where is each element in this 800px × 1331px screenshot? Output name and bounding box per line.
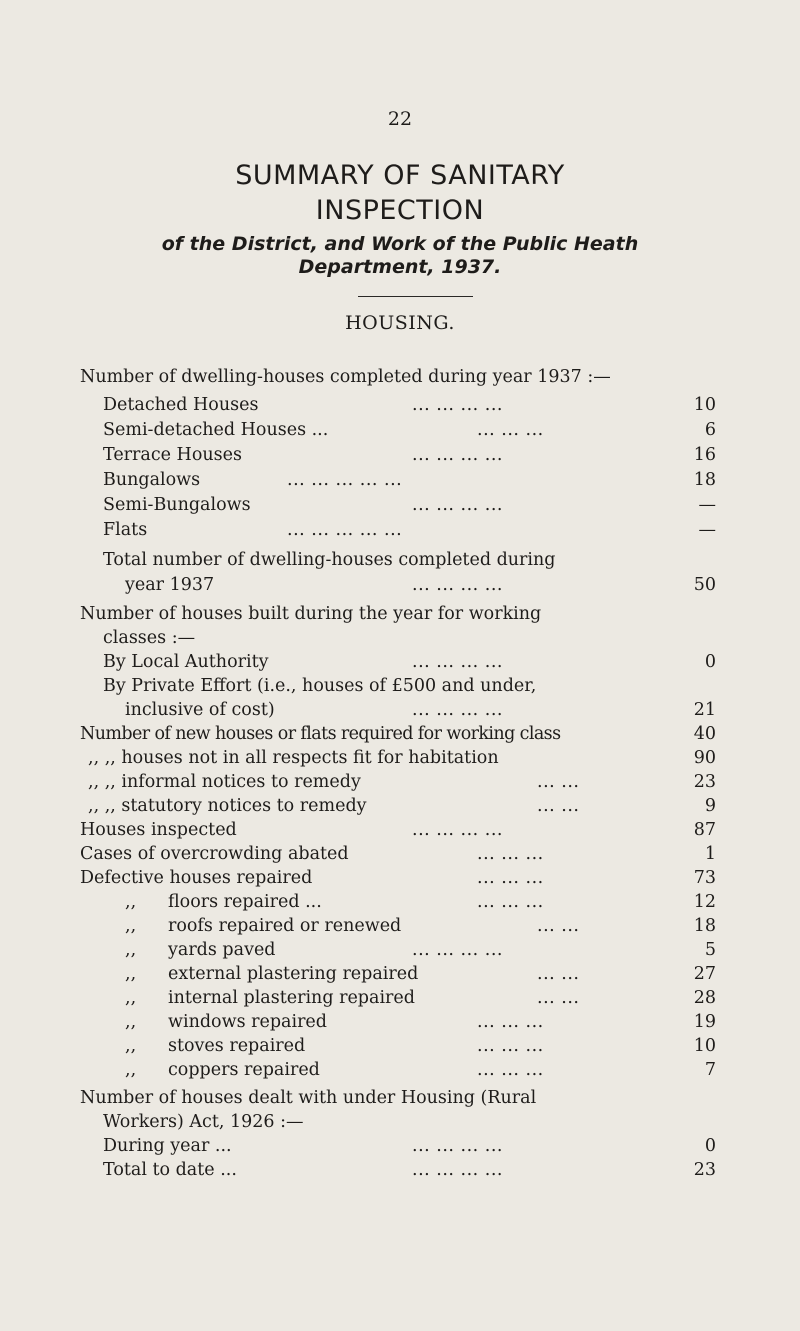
row-label: Houses inspected (80, 820, 237, 840)
divider-rule (358, 296, 473, 297)
row-value: 6 (704, 420, 716, 440)
page-number: 22 (387, 108, 413, 130)
row-value: 19 (693, 1012, 716, 1032)
leader-dots: ... ... ... (477, 1036, 544, 1056)
ditto-row (0, 746, 800, 770)
heading-text: Number of houses dealt with under Housing (Rural (80, 1088, 537, 1108)
ditto-row (0, 770, 800, 794)
completed-row (0, 443, 800, 467)
leader-dots: ... ... ... (477, 892, 544, 912)
private-effort-row (0, 698, 800, 722)
title-line-1: SUMMARY OF SANITARY (235, 160, 565, 191)
row-value: 5 (704, 940, 716, 960)
row-label: Cases of overcrowding abated (80, 844, 349, 864)
row-value: 90 (693, 748, 716, 768)
row-label: During year ... (103, 1136, 232, 1156)
section-heading-housing: HOUSING. (345, 312, 455, 334)
row-label: Flats (103, 520, 148, 540)
row-label: By Local Authority (103, 652, 269, 672)
ditto-mark: ,, (125, 964, 137, 984)
row-value: 16 (693, 445, 716, 465)
leader-dots: ... ... ... ... (412, 575, 503, 595)
repair-row (0, 914, 800, 938)
row-label: external plastering repaired (168, 964, 419, 984)
row-value: 12 (693, 892, 716, 912)
overcrowding-row (0, 842, 800, 866)
completed-row (0, 418, 800, 442)
row-value: — (698, 495, 716, 515)
leader-dots: ... ... ... ... (412, 445, 503, 465)
completed-heading-text: Number of dwelling-houses completed during year 1937 :— (80, 367, 611, 387)
subtitle-line-2: Department, 1937. (298, 256, 502, 278)
rural-heading-line-1 (0, 1086, 800, 1110)
leader-dots: ... ... ... ... ... (287, 470, 403, 490)
row-value: 28 (693, 988, 716, 1008)
leader-dots: ... ... ... (477, 420, 544, 440)
leader-dots: ... ... ... ... (412, 395, 503, 415)
row-label: year 1937 (125, 575, 215, 595)
row-value: 0 (704, 1136, 716, 1156)
leader-dots: ... ... (537, 988, 580, 1008)
inspected-row (0, 818, 800, 842)
row-label: Semi-Bungalows (103, 495, 251, 515)
working-heading-line-2 (0, 626, 800, 650)
row-label: Semi-detached Houses ... (103, 420, 329, 440)
leader-dots: ... ... ... ... ... (287, 520, 403, 540)
row-label: By Private Effort (i.e., houses of £500 and under, (103, 676, 537, 696)
leader-dots: ... ... ... ... (412, 820, 503, 840)
leader-dots: ... ... ... ... (412, 700, 503, 720)
row-value: 87 (693, 820, 716, 840)
leader-dots: ... ... (537, 772, 580, 792)
leader-dots: ... ... (537, 916, 580, 936)
private-effort-line-1 (0, 674, 800, 698)
ditto-mark: ,, (125, 940, 137, 960)
rural-heading-line-2 (0, 1110, 800, 1134)
row-value: 50 (693, 575, 716, 595)
row-label: Total number of dwelling-houses completed during (103, 550, 556, 570)
row-value: 73 (693, 868, 716, 888)
row-label: roofs repaired or renewed (168, 916, 402, 936)
row-label: ,, ,, houses not in all respects fit for habitation (88, 748, 499, 768)
during-year-row (0, 1134, 800, 1158)
new-required-row (0, 722, 800, 746)
leader-dots: ... ... ... (477, 1060, 544, 1080)
defective-row (0, 866, 800, 890)
working-heading-line-1 (0, 602, 800, 626)
row-value: 1 (704, 844, 716, 864)
ditto-mark: ,, (125, 892, 137, 912)
repair-row (0, 986, 800, 1010)
leader-dots: ... ... ... (477, 868, 544, 888)
total-completed-line-1 (0, 548, 800, 572)
row-label: Detached Houses (103, 395, 259, 415)
ditto-mark: ,, (125, 988, 137, 1008)
row-value: 18 (693, 916, 716, 936)
row-label: windows repaired (168, 1012, 327, 1032)
row-label: stoves repaired (168, 1036, 306, 1056)
leader-dots: ... ... ... ... (412, 1160, 503, 1180)
row-label: Defective houses repaired (80, 868, 313, 888)
completed-heading (0, 365, 800, 389)
row-label: ,, ,, statutory notices to remedy (88, 796, 367, 816)
row-label: internal plastering repaired (168, 988, 415, 1008)
repair-row (0, 1010, 800, 1034)
completed-row (0, 468, 800, 492)
ditto-mark: ,, (125, 1036, 137, 1056)
leader-dots: ... ... ... ... (412, 940, 503, 960)
row-value: — (698, 520, 716, 540)
row-value: 23 (693, 772, 716, 792)
total-to-date-row (0, 1158, 800, 1182)
completed-row (0, 518, 800, 542)
leader-dots: ... ... ... ... (412, 652, 503, 672)
completed-row (0, 493, 800, 517)
row-label: yards paved (168, 940, 276, 960)
row-label: Bungalows (103, 470, 201, 490)
completed-row (0, 393, 800, 417)
leader-dots: ... ... (537, 796, 580, 816)
row-label: Number of new houses or flats required for working class (80, 724, 561, 744)
row-label: coppers repaired (168, 1060, 320, 1080)
row-label: ,, ,, informal notices to remedy (88, 772, 361, 792)
leader-dots: ... ... (537, 964, 580, 984)
repair-row (0, 1034, 800, 1058)
ditto-mark: ,, (125, 1012, 137, 1032)
row-value: 27 (693, 964, 716, 984)
row-label: inclusive of cost) (125, 700, 275, 720)
leader-dots: ... ... ... ... (412, 495, 503, 515)
row-label: Terrace Houses (103, 445, 242, 465)
leader-dots: ... ... ... (477, 844, 544, 864)
heading-text: Workers) Act, 1926 :— (103, 1112, 304, 1132)
row-value: 0 (704, 652, 716, 672)
row-value: 18 (693, 470, 716, 490)
row-value: 7 (704, 1060, 716, 1080)
repair-row (0, 962, 800, 986)
row-value: 10 (693, 1036, 716, 1056)
leader-dots: ... ... ... ... (412, 1136, 503, 1156)
row-value: 23 (693, 1160, 716, 1180)
ditto-mark: ,, (125, 1060, 137, 1080)
row-label: floors repaired ... (168, 892, 322, 912)
heading-text: classes :— (103, 628, 196, 648)
repair-row (0, 938, 800, 962)
title-line-2: INSPECTION (315, 195, 485, 226)
repair-row (0, 1058, 800, 1082)
row-value: 21 (693, 700, 716, 720)
ditto-row (0, 794, 800, 818)
heading-text: Number of houses built during the year for working (80, 604, 542, 624)
row-label: Total to date ... (103, 1160, 237, 1180)
leader-dots: ... ... ... (477, 1012, 544, 1032)
local-authority-row (0, 650, 800, 674)
repair-row (0, 890, 800, 914)
subtitle-line-1: of the District, and Work of the Public Heath (161, 233, 639, 255)
ditto-mark: ,, (125, 916, 137, 936)
row-value: 10 (693, 395, 716, 415)
total-completed-row (0, 573, 800, 597)
row-value: 9 (704, 796, 716, 816)
row-value: 40 (693, 724, 716, 744)
